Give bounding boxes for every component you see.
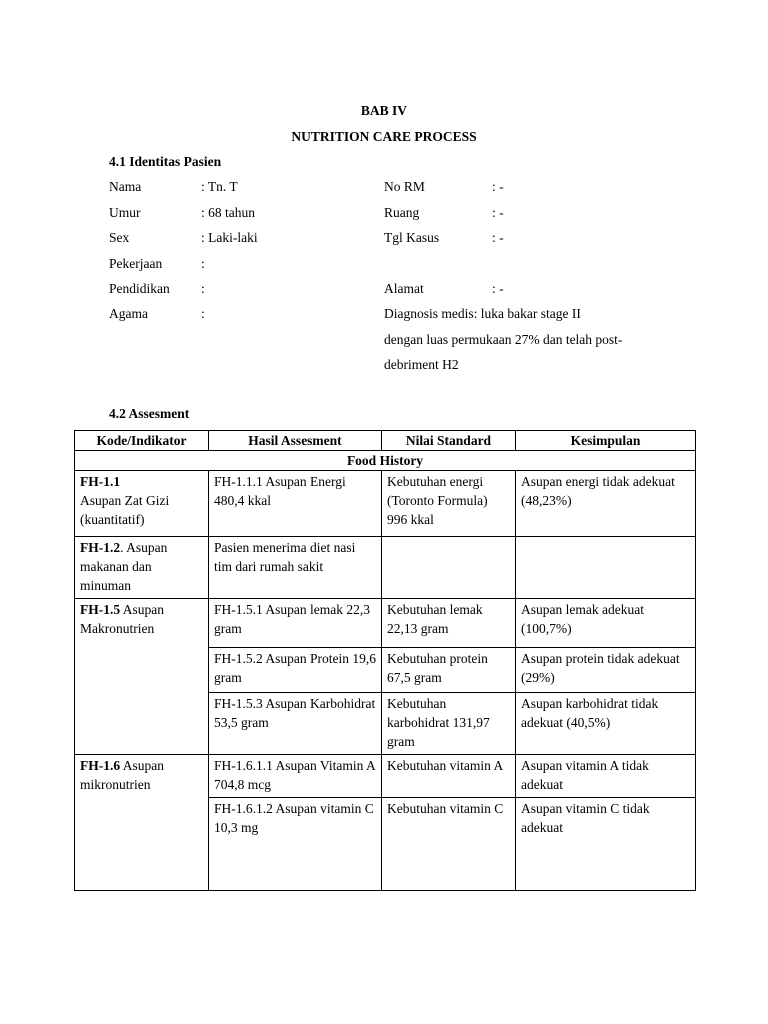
indicator-code: FH-1.2 bbox=[80, 540, 121, 555]
identity-value-pendidikan: : bbox=[201, 281, 205, 296]
header-kesimpulan: Kesimpulan bbox=[516, 431, 696, 451]
food-history-title: Food History bbox=[75, 451, 696, 471]
diagnosis-line-2: dengan luas permukaan 27% dan telah post- bbox=[384, 332, 623, 347]
identity-label-umur: Umur bbox=[109, 205, 141, 220]
header-hasil: Hasil Assesment bbox=[209, 431, 382, 451]
header-standard: Nilai Standard bbox=[382, 431, 516, 451]
kesimpulan-cell: Asupan energi tidak adekuat (48,23%) bbox=[516, 471, 696, 537]
identity-value-alamat: : - bbox=[492, 281, 504, 296]
hasil-cell: FH-1.6.1.2 Asupan vitamin C 10,3 mg bbox=[209, 798, 382, 891]
indicator-cell bbox=[75, 599, 209, 755]
chapter-heading: BAB IV bbox=[360, 103, 408, 118]
indicator-cell bbox=[75, 471, 209, 537]
identity-label-tgl-kasus: Tgl Kasus bbox=[384, 230, 440, 245]
identity-label-alamat: Alamat bbox=[384, 281, 424, 296]
identity-value-umur: : 68 tahun bbox=[201, 205, 255, 220]
identity-value-norm: : - bbox=[492, 179, 504, 194]
header-kode: Kode/Indikator bbox=[75, 431, 209, 451]
identity-value-ruang: : - bbox=[492, 205, 504, 220]
identity-value-agama: : bbox=[201, 306, 205, 321]
identity-label-ruang: Ruang bbox=[384, 205, 420, 220]
identity-label-pendidikan: Pendidikan bbox=[109, 281, 170, 296]
standard-cell bbox=[382, 537, 516, 599]
indicator-label: Asupan Zat Gizi (kuantitatif) bbox=[80, 493, 170, 527]
hasil-cell: FH-1.5.1 Asupan lemak 22,3 gram bbox=[209, 599, 382, 648]
identity-value-tgl-kasus: : - bbox=[492, 230, 504, 245]
identity-value-pekerjaan: : bbox=[201, 256, 205, 271]
table-row bbox=[75, 537, 696, 599]
indicator-code: FH-1.5 bbox=[80, 602, 121, 617]
standard-cell: Kebutuhan energi (Toronto Formula) 996 kkal bbox=[382, 471, 516, 537]
identity-label-norm: No RM bbox=[384, 179, 425, 194]
chapter-title: NUTRITION CARE PROCESS bbox=[291, 129, 477, 144]
indicator-label: Asupan Makronutrien bbox=[80, 602, 164, 636]
assessment-table bbox=[74, 430, 696, 891]
diagnosis-line-1: Diagnosis medis: luka bakar stage II bbox=[384, 306, 581, 321]
identity-label-sex: Sex bbox=[109, 230, 130, 245]
diagnosis-line-3: debriment H2 bbox=[384, 357, 459, 372]
section-row bbox=[75, 451, 696, 471]
indicator-cell bbox=[75, 755, 209, 891]
table-row bbox=[75, 471, 696, 537]
identity-section-title: 4.1 Identitas Pasien bbox=[109, 154, 222, 169]
kesimpulan-cell: Asupan karbohidrat tidak adekuat (40,5%) bbox=[516, 693, 696, 755]
table-row bbox=[75, 755, 696, 798]
hasil-cell: FH-1.1.1 Asupan Energi 480,4 kkal bbox=[209, 471, 382, 537]
identity-label-nama: Nama bbox=[109, 179, 142, 194]
identity-label-agama: Agama bbox=[109, 306, 148, 321]
kesimpulan-cell: Asupan lemak adekuat (100,7%) bbox=[516, 599, 696, 648]
identity-value-sex: : Laki-laki bbox=[201, 230, 258, 245]
assessment-section-title: 4.2 Assesment bbox=[109, 406, 190, 421]
hasil-cell: FH-1.5.3 Asupan Karbohidrat 53,5 gram bbox=[209, 693, 382, 755]
standard-cell: Kebutuhan vitamin C bbox=[382, 798, 516, 891]
table-header-row bbox=[75, 431, 696, 451]
indicator-code: FH-1.6 bbox=[80, 758, 121, 773]
indicator-cell bbox=[75, 537, 209, 599]
kesimpulan-cell: Asupan protein tidak adekuat (29%) bbox=[516, 648, 696, 693]
identity-value-nama: : Tn. T bbox=[201, 179, 238, 194]
hasil-cell: FH-1.6.1.1 Asupan Vitamin A 704,8 mcg bbox=[209, 755, 382, 798]
standard-cell: Kebutuhan protein 67,5 gram bbox=[382, 648, 516, 693]
hasil-cell: Pasien menerima diet nasi tim dari rumah sakit bbox=[209, 537, 382, 599]
standard-cell: Kebutuhan karbohidrat 131,97 gram bbox=[382, 693, 516, 755]
kesimpulan-cell: Asupan vitamin C tidak adekuat bbox=[516, 798, 696, 891]
kesimpulan-cell: Asupan vitamin A tidak adekuat bbox=[516, 755, 696, 798]
kesimpulan-cell bbox=[516, 537, 696, 599]
indicator-label: . Asupan makanan dan minuman bbox=[80, 540, 168, 593]
standard-cell: Kebutuhan lemak 22,13 gram bbox=[382, 599, 516, 648]
identity-label-pekerjaan: Pekerjaan bbox=[109, 256, 163, 271]
hasil-cell: FH-1.5.2 Asupan Protein 19,6 gram bbox=[209, 648, 382, 693]
indicator-code: FH-1.1 bbox=[80, 474, 121, 489]
table-row bbox=[75, 599, 696, 648]
indicator-label: Asupan mikronutrien bbox=[80, 758, 164, 792]
standard-cell: Kebutuhan vitamin A bbox=[382, 755, 516, 798]
